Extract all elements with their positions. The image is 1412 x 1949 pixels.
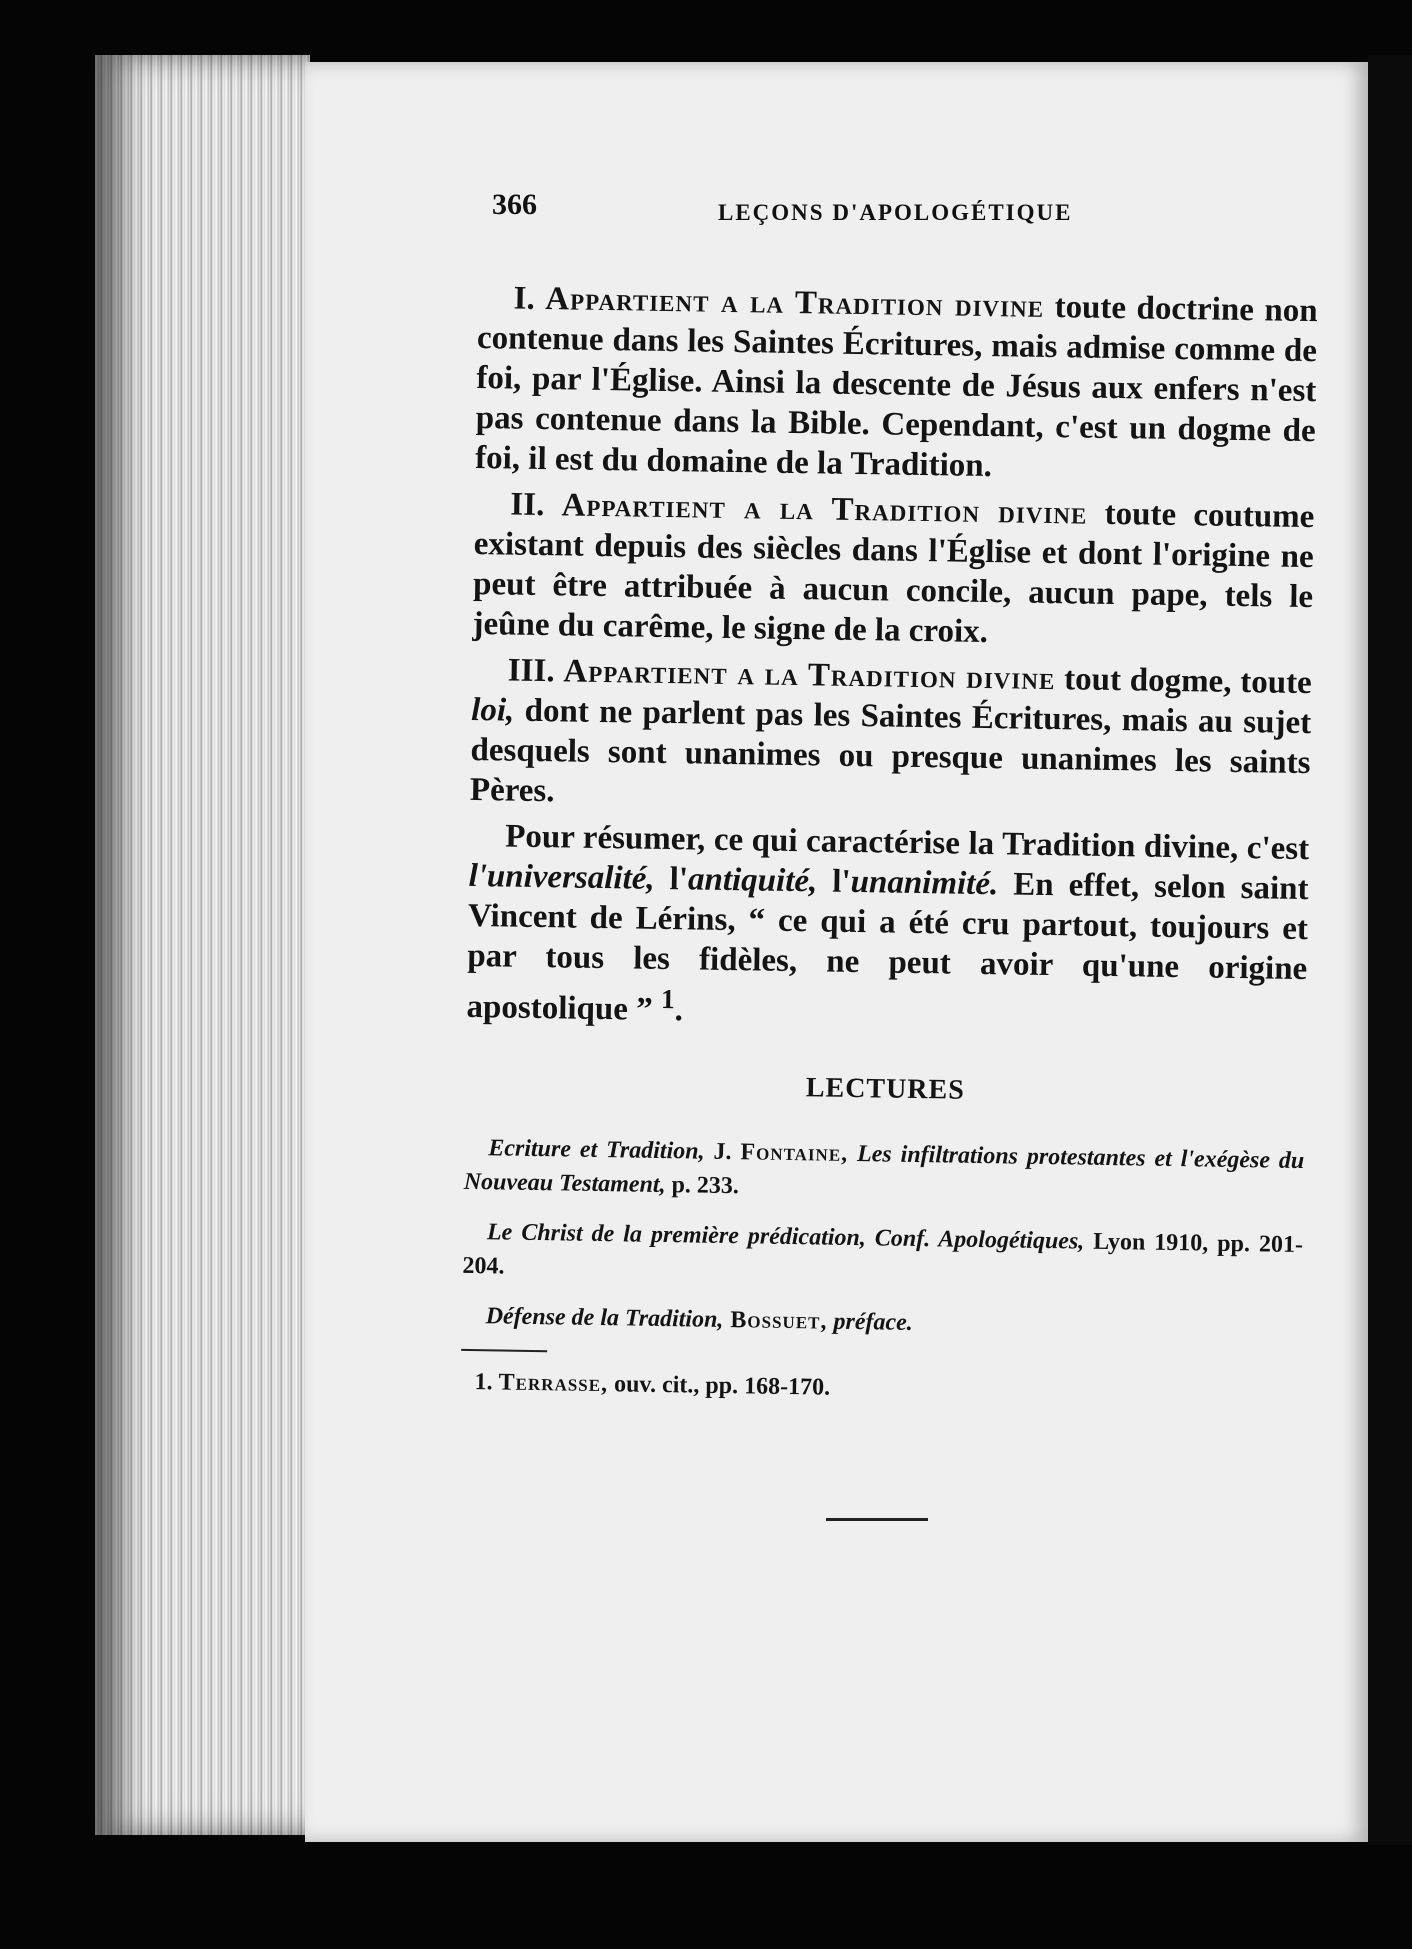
footnote-rule <box>461 1349 547 1352</box>
paragraph-2: II. Appartient a la Tradition divine toute coutume existant depuis des siècles dans l'Église et dont l'origine ne peut être attribuée à aucun concile, aucun pape, tels le jeûne du carême, le signe de la croix. <box>472 486 1315 651</box>
reading-item: Le Christ de la première prédication, Conf. Apologétiques, Lyon 1910, pp. 201-204. <box>462 1219 1304 1280</box>
lead-phrase: Appartient a la Tradition divine <box>563 653 1056 698</box>
reading-list <box>461 1131 1304 1346</box>
page-edges <box>95 55 310 1835</box>
summary-paragraph: Pour résumer, ce qui caractérise la Tradition divine, c'est l'universalité, l'antiquité, l'unanimité. En effet, selon saint Vincent de Lérins, “ ce qui a été cru partout, toujours et par tous les fidèles, ne peut avoir qu'une origine apostolique ” $^1$. <box>466 818 1310 1029</box>
footnote: 1. Terrasse, ouv. cit., pp. 168-170. <box>474 1369 831 1401</box>
page-number: 366 <box>492 188 537 221</box>
body-text <box>460 278 1318 1412</box>
lead-phrase: Appartient a la Tradition divine <box>561 487 1088 532</box>
running-title: LEÇONS D'APOLOGÉTIQUE <box>718 200 1073 225</box>
paragraph-1: I. Appartient a la Tradition divine toute doctrine non contenue dans les Saintes Écritures, mais admise comme de foi, par l'Église. Ainsi la descente de Jésus aux enfers n'est pas contenue dans la Bible. Cependant, c'est un dogme de foi, il est du domaine de la Tradition. <box>474 280 1318 485</box>
scan-border <box>1368 55 1412 1845</box>
lead-phrase: Appartient a la Tradition divine <box>545 281 1045 325</box>
paragraph-3: III. Appartient a la Tradition divine tout dogme, toute loi, dont ne parlent pas les Saintes Écritures, mais au sujet desquels sont unanimes ou presque unanimes les saints Pères. <box>469 652 1313 810</box>
reading-item: Défense de la Tradition, Bossuet, préface. <box>485 1303 914 1336</box>
lectures-heading: LECTURES <box>805 1072 966 1106</box>
reading-item: Ecriture et Tradition, J. Fontaine, Les infiltrations protestantes et l'exégèse du Nouveau Testament, p. 233. <box>463 1135 1305 1200</box>
footnote-marker: 1 <box>660 982 676 1015</box>
page-header <box>492 188 1112 228</box>
end-rule <box>826 1518 928 1521</box>
